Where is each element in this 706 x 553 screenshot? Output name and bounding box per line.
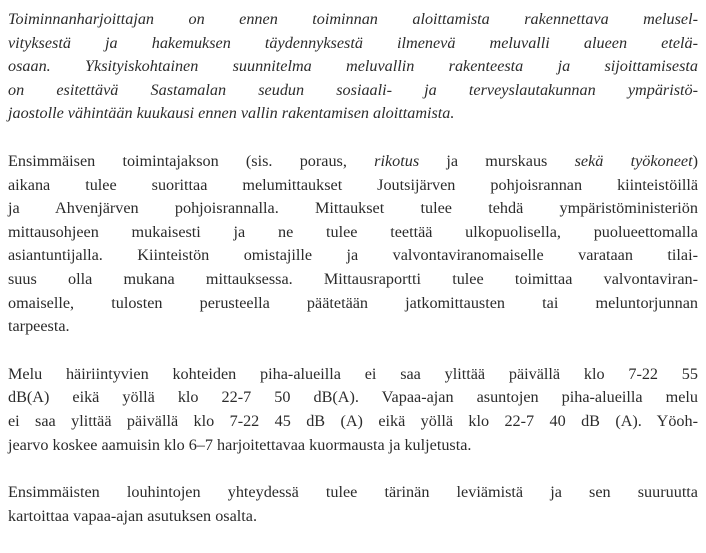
- text-line: dB(A) eikä yöllä klo 22-7 50 dB(A). Vapaa-ajan asuntojen piha-alueilla melu: [8, 388, 698, 407]
- text-line: on esitettävä Sastamalan seudun sosiaali- ja terveyslautakunnan ympäristö-: [8, 80, 698, 99]
- paragraph-noise-barrier: [8, 8, 698, 126]
- text-line: ja Ahvenjärven pohjoisrannalla. Mittaukset tulee tehdä ympäristöministeriön: [8, 199, 698, 218]
- italic-text: rikotus: [374, 151, 420, 170]
- paragraph-noise-measurements: [8, 150, 698, 339]
- paragraph-vibration: [8, 481, 698, 528]
- text-line: Melu häiriintyvien kohteiden piha-alueilla ei saa ylittää päivällä klo 7-22 55: [8, 364, 698, 383]
- text-line: jaostolle vähintään kuukausi ennen vallin rakentamisen aloittamista.: [8, 104, 455, 123]
- italic-text: sekä työkoneet: [574, 151, 693, 170]
- paragraph-noise-limits: [8, 363, 698, 457]
- text-line: vityksestä ja hakemuksen täydennyksestä ilmenevä meluvalli alueen etelä-: [8, 33, 698, 52]
- text-line: suus olla mukana mittauksessa. Mittausraportti tulee toimittaa valvontaviran-: [8, 269, 698, 288]
- text-line: ei saa ylittää päivällä klo 7-22 45 dB (A) eikä yöllä klo 22-7 40 dB (A). Yöoh-: [8, 411, 698, 430]
- text-line: aikana tulee suorittaa melumittaukset Joutsijärven pohjoisrannan kiinteistöillä: [8, 175, 698, 194]
- text-line: Toiminnanharjoittajan on ennen toiminnan aloittamista rakennettava melusel-: [8, 10, 698, 28]
- text-line: jearvo koskee aamuisin klo 6–7 harjoitettavaa kuormausta ja kuljetusta.: [8, 435, 472, 454]
- text-line: asiantuntijalla. Kiinteistön omistajille ja valvontaviranomaiselle varataan tilai-: [8, 246, 698, 265]
- text-line: mittausohjeen mukaisesti ja ne tulee teettää ulkopuolisella, puolueettomalla: [8, 222, 698, 241]
- text-line: osaan. Yksityiskohtainen suunnitelma meluvallin rakenteesta ja sijoittamisesta: [8, 57, 698, 76]
- text-line: kartoittaa vapaa-ajan asutuksen osalta.: [8, 506, 258, 525]
- text-line: Ensimmäisten louhintojen yhteydessä tulee tärinän leviämistä ja sen suuruutta: [8, 483, 698, 502]
- text-line: Ensimmäisen toimintajakson (sis. poraus, rikotus ja murskaus sekä työkoneet): [8, 151, 699, 170]
- document-page: [8, 8, 698, 528]
- text-line: tarpeesta.: [8, 317, 70, 336]
- text-line: omaiselle, tulosten perusteella päätetään jatkomittausten tai meluntorjunnan: [8, 293, 698, 312]
